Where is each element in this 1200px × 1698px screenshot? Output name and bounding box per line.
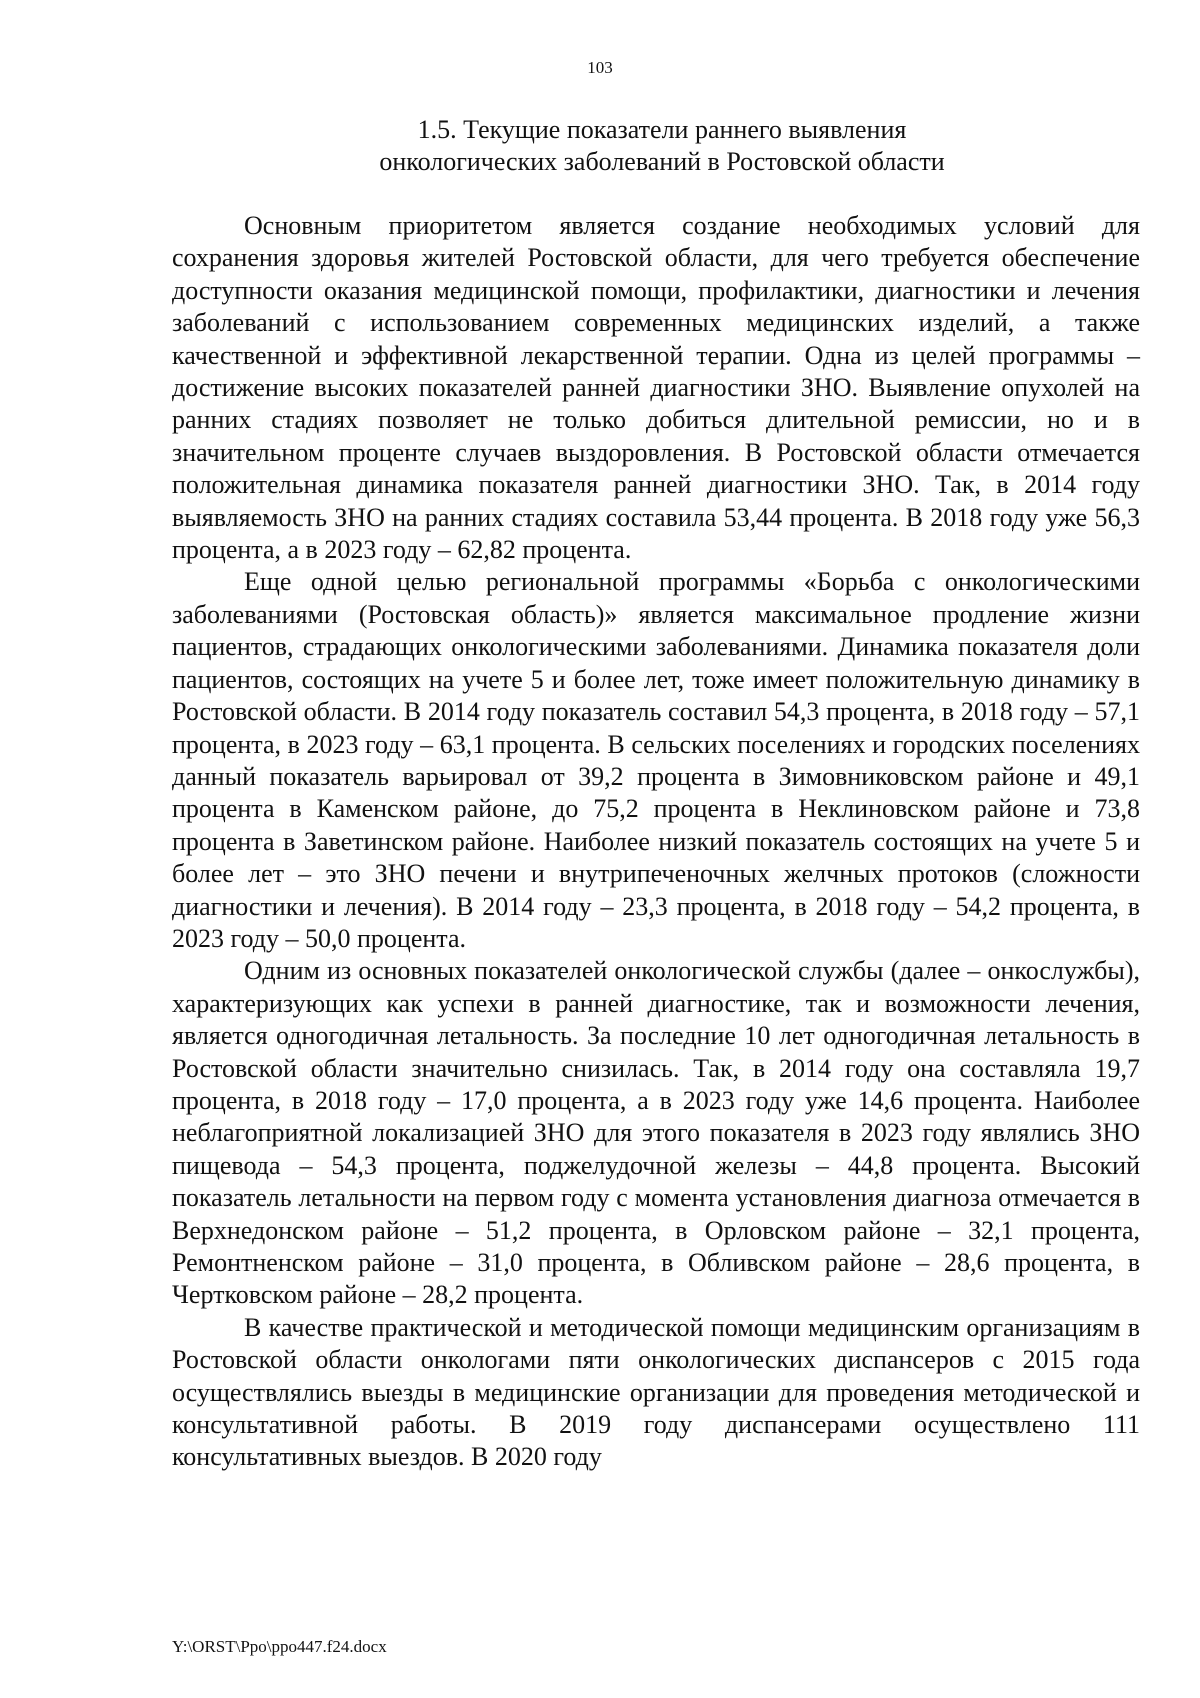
section-title: [172, 114, 1152, 178]
section-title-line-2: онкологических заболеваний в Ростовской области: [379, 147, 945, 176]
footer-file-path: Y:\ORST\Ppo\ppo447.f24.docx: [172, 1637, 387, 1656]
page-number: 103: [587, 58, 613, 77]
section-title-line-1: 1.5. Текущие показатели раннего выявления: [417, 115, 907, 144]
paragraph: В качестве практической и методической помощи медицинским организациям в Ростовской области онкологами пяти онкологических диспансеров с 2015 года осуществлялись выезды в медицинские организации для проведения методической и консультативной работы. В 2019 году диспансерами осуществлено 111 консультативных выездов. В 2020 году: [172, 1312, 1140, 1472]
paragraph: Основным приоритетом является создание необходимых условий для сохранения здоровья жителей Ростовской области, для чего требуется обеспечение доступности оказания медицинской помощи, профилактики, диагностики и лечения заболеваний с использованием современных медицинских изделий, а также качественной и эффективной лекарственной терапии. Одна из целей программы – достижение высоких показателей ранней диагностики ЗНО. Выявление опухолей на ранних стадиях позволяет не только добиться длительной ремиссии, но и в значительном проценте случаев выздоровления. В Ростовской области отмечается положительная динамика показателя ранней диагностики ЗНО. Так, в 2014 году выявляемость ЗНО на ранних стадиях составила 53,44 процента. В 2018 году уже 56,3 процента, а в 2023 году – 62,82 процента.: [172, 211, 1140, 565]
paragraph: Еще одной целью региональной программы «Борьба с онкологическими заболеваниями (Ростовская область)» является максимальное продление жизни пациентов, страдающих онкологическими заболеваниями. Динамика показателя доли пациентов, состоящих на учете 5 и более лет, тоже имеет положительную динамику в Ростовской области. В 2014 году показатель составил 54,3 процента, в 2018 году – 57,1 процента, в 2023 году – 63,1 процента. В сельских поселениях и городских поселениях данный показатель варьировал от 39,2 процента в Зимовниковском районе и 49,1 процента в Каменском районе, до 75,2 процента в Неклиновском районе и 73,8 процента в Заветинском районе. Наиболее низкий показатель состоящих на учете 5 и более лет – это ЗНО печени и внутрипеченочных желчных протоков (сложности диагностики и лечения). В 2014 году – 23,3 процента, в 2018 году – 54,2 процента, в 2023 году – 50,0 процента.: [172, 567, 1140, 953]
body-text: [172, 210, 1140, 1474]
paragraph: Одним из основных показателей онкологической службы (далее – онкослужбы), характеризующих как успехи в ранней диагностике, так и возможности лечения, является одногодичная летальность. За последние 10 лет одногодичная летальность в Ростовской области значительно снизилась. Так, в 2014 году она составляла 19,7 процента, в 2018 году – 17,0 процента, а в 2023 году уже 14,6 процента. Наиболее неблагоприятной локализацией ЗНО для этого показателя в 2023 году являлись ЗНО пищевода – 54,3 процента, поджелудочной железы – 44,8 процента. Высокий показатель летальности на первом году с момента установления диагноза отмечается в Верхнедонском районе – 51,2 процента, в Орловском районе – 32,1 процента, Ремонтненском районе – 31,0 процента, в Обливском районе – 28,6 процента, в Чертковском районе – 28,2 процента.: [172, 956, 1140, 1310]
